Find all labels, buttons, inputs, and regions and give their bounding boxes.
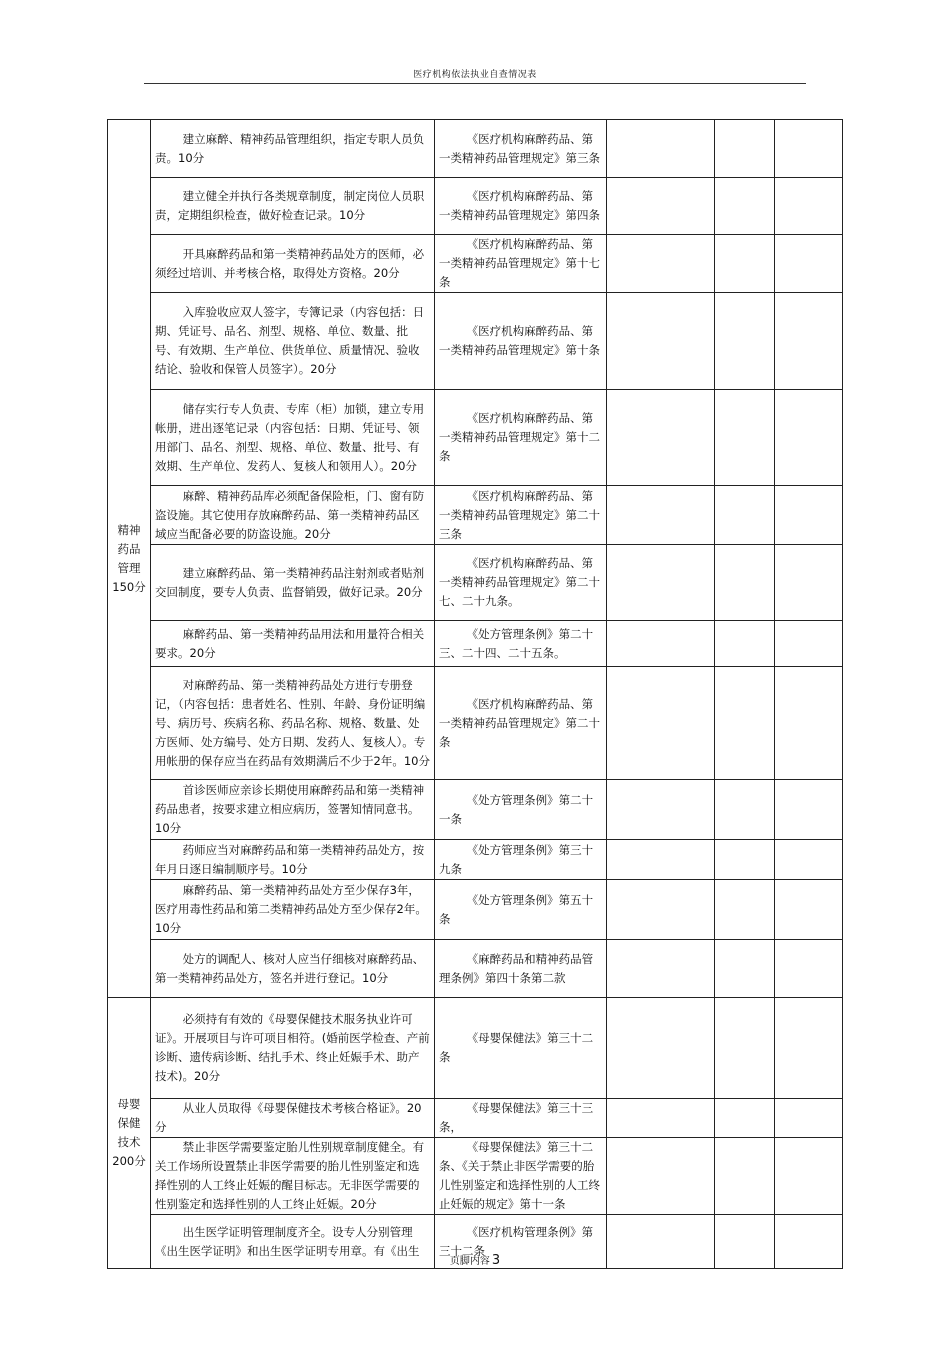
remark-cell <box>775 293 843 390</box>
legal-basis-cell: 《医疗机构管理条例》第三十二条 <box>435 1215 607 1269</box>
table-row <box>108 1099 843 1138</box>
remark-cell <box>775 545 843 621</box>
legal-basis-cell: 《医疗机构麻醉药品、第一类精神药品管理规定》第二十七、二十九条。 <box>435 545 607 621</box>
table-row <box>108 880 843 940</box>
remark-cell <box>775 880 843 940</box>
score-cell <box>715 667 775 780</box>
score-cell <box>715 1138 775 1215</box>
table-row <box>108 1138 843 1215</box>
table-row <box>108 840 843 880</box>
legal-basis-cell: 《医疗机构麻醉药品、第一类精神药品管理规定》第十二条 <box>435 390 607 486</box>
check-result-cell <box>607 235 715 293</box>
legal-basis-cell: 《医疗机构麻醉药品、第一类精神药品管理规定》第二十三条 <box>435 486 607 545</box>
table-row <box>108 780 843 840</box>
check-result-cell <box>607 840 715 880</box>
check-result-cell <box>607 667 715 780</box>
remark-cell <box>775 390 843 486</box>
legal-basis-cell: 《处方管理条例》第二十一条 <box>435 780 607 840</box>
table-row <box>108 390 843 486</box>
score-cell <box>715 880 775 940</box>
score-cell <box>715 235 775 293</box>
legal-basis-cell: 《医疗机构麻醉药品、第一类精神药品管理规定》第二十条 <box>435 667 607 780</box>
table-row <box>108 667 843 780</box>
table-row <box>108 235 843 293</box>
remark-cell <box>775 998 843 1099</box>
check-result-cell <box>607 780 715 840</box>
requirement-cell: 建立健全并执行各类规章制度，制定岗位人员职责，定期组织检查，做好检查记录。10分 <box>151 178 435 235</box>
table-row <box>108 940 843 998</box>
requirement-cell: 禁止非医学需要鉴定胎儿性别规章制度健全。有关工作场所设置禁止非医学需要的胎儿性别鉴定和选择性别的人工终止妊娠的醒目标志。无非医学需要的性别鉴定和选择性别的人工终止妊娠。20分 <box>151 1138 435 1215</box>
check-result-cell <box>607 545 715 621</box>
page-header: 医疗机构依法执业自查情况表 <box>413 70 537 80</box>
score-cell <box>715 486 775 545</box>
header-rule <box>144 83 806 84</box>
table-row <box>108 486 843 545</box>
remark-cell <box>775 940 843 998</box>
page-footer <box>0 1252 950 1268</box>
score-cell <box>715 840 775 880</box>
check-result-cell <box>607 178 715 235</box>
remark-cell <box>775 667 843 780</box>
check-result-cell <box>607 486 715 545</box>
table-row <box>108 120 843 178</box>
score-cell <box>715 390 775 486</box>
page-number: 3 <box>491 1253 501 1268</box>
requirement-cell: 处方的调配人、核对人应当仔细核对麻醉药品、第一类精神药品处方，签名并进行登记。10分 <box>151 940 435 998</box>
table-row <box>108 178 843 235</box>
score-cell <box>715 178 775 235</box>
score-cell <box>715 940 775 998</box>
check-result-cell <box>607 293 715 390</box>
requirement-cell: 储存实行专人负责、专库（柜）加锁，建立专用帐册，进出逐笔记录（内容包括：日期、凭证号、领用部门、品名、剂型、规格、单位、数量、批号、有效期、生产单位、发药人、复核人和领用人）。20分 <box>151 390 435 486</box>
score-cell <box>715 780 775 840</box>
remark-cell <box>775 780 843 840</box>
remark-cell <box>775 1138 843 1215</box>
requirement-cell: 建立麻醉、精神药品管理组织，指定专职人员负责。10分 <box>151 120 435 178</box>
requirement-cell: 药师应当对麻醉药品和第一类精神药品处方，按年月日逐日编制顺序号。10分 <box>151 840 435 880</box>
requirement-cell: 建立麻醉药品、第一类精神药品注射剂或者贴剂交回制度，要专人负责、监督销毁，做好记录。20分 <box>151 545 435 621</box>
remark-cell <box>775 1099 843 1138</box>
score-cell <box>715 1099 775 1138</box>
self-check-table <box>107 119 843 1269</box>
table-row <box>108 621 843 667</box>
legal-basis-cell: 《处方管理条例》第二十三、二十四、二十五条。 <box>435 621 607 667</box>
legal-basis-cell: 《医疗机构麻醉药品、第一类精神药品管理规定》第四条 <box>435 178 607 235</box>
legal-basis-cell: 《医疗机构麻醉药品、第一类精神药品管理规定》第十条 <box>435 293 607 390</box>
requirement-cell: 出生医学证明管理制度齐全。设专人分别管理《出生医学证明》和出生医学证明专用章。有《出生 <box>151 1215 435 1269</box>
check-result-cell <box>607 1138 715 1215</box>
score-cell <box>715 998 775 1099</box>
legal-basis-cell: 《处方管理条例》第五十条 <box>435 880 607 940</box>
score-cell <box>715 293 775 390</box>
requirement-cell: 麻醉药品、第一类精神药品用法和用量符合相关要求。20分 <box>151 621 435 667</box>
check-result-cell <box>607 120 715 178</box>
category-cell <box>108 120 151 998</box>
check-result-cell <box>607 940 715 998</box>
table-row <box>108 545 843 621</box>
legal-basis-cell: 《医疗机构麻醉药品、第一类精神药品管理规定》第三条 <box>435 120 607 178</box>
category-label: 母婴保健技术200分 <box>112 1097 146 1168</box>
legal-basis-cell: 《母婴保健法》第三十三条， <box>435 1099 607 1138</box>
legal-basis-cell: 《母婴保健法》第三十二条 <box>435 998 607 1099</box>
table-row <box>108 293 843 390</box>
legal-basis-cell: 《医疗机构麻醉药品、第一类精神药品管理规定》第十七条 <box>435 235 607 293</box>
category-label: 精神药品管理150分 <box>112 522 146 594</box>
remark-cell <box>775 120 843 178</box>
score-cell <box>715 545 775 621</box>
requirement-cell: 开具麻醉药品和第一类精神药品处方的医师，必须经过培训、并考核合格，取得处方资格。20分 <box>151 235 435 293</box>
requirement-cell: 必须持有有效的《母婴保健技术服务执业许可证》。开展项目与许可项目相符。(婚前医学检查、产前诊断、遗传病诊断、结扎手术、终止妊娠手术、助产技术)。20分 <box>151 998 435 1099</box>
category-cell <box>108 998 151 1269</box>
score-cell <box>715 621 775 667</box>
check-result-cell <box>607 621 715 667</box>
requirement-cell: 麻醉药品、第一类精神药品处方至少保存3年，医疗用毒性药品和第二类精神药品处方至少保存2年。10分 <box>151 880 435 940</box>
remark-cell <box>775 486 843 545</box>
table-row <box>108 998 843 1099</box>
remark-cell <box>775 840 843 880</box>
legal-basis-cell: 《处方管理条例》第三十九条 <box>435 840 607 880</box>
requirement-cell: 对麻醉药品、第一类精神药品处方进行专册登记，（内容包括：患者姓名、性别、年龄、身份证明编号、病历号、疾病名称、药品名称、规格、数量、处方医师、处方编号、处方日期、发药人、复核人）。专用帐册的保存应当在药品有效期满后不少于2年。10分 <box>151 667 435 780</box>
requirement-cell: 首诊医师应亲诊长期使用麻醉药品和第一类精神药品患者，按要求建立相应病历，签署知情同意书。10分 <box>151 780 435 840</box>
legal-basis-cell: 《母婴保健法》第三十二条、《关于禁止非医学需要的胎儿性别鉴定和选择性别的人工终止妊娠的规定》第十一条 <box>435 1138 607 1215</box>
requirement-cell: 麻醉、精神药品库必须配备保险柜，门、窗有防盗设施。其它使用存放麻醉药品、第一类精神药品区域应当配备必要的防盗设施。20分 <box>151 486 435 545</box>
requirement-cell: 入库验收应双人签字，专簿记录（内容包括：日期、凭证号、品名、剂型、规格、单位、数量、批号、有效期、生产单位、供货单位、质量情况、验收结论、验收和保管人员签字）。20分 <box>151 293 435 390</box>
check-result-cell <box>607 1099 715 1138</box>
remark-cell <box>775 621 843 667</box>
score-cell <box>715 120 775 178</box>
check-result-cell <box>607 998 715 1099</box>
legal-basis-cell: 《麻醉药品和精神药品管理条例》第四十条第二款 <box>435 940 607 998</box>
check-result-cell <box>607 390 715 486</box>
check-result-cell <box>607 880 715 940</box>
requirement-cell: 从业人员取得《母婴保健技术考核合格证》。20分 <box>151 1099 435 1138</box>
remark-cell <box>775 235 843 293</box>
footer-label: 页脚内容 <box>449 1256 490 1267</box>
remark-cell <box>775 178 843 235</box>
